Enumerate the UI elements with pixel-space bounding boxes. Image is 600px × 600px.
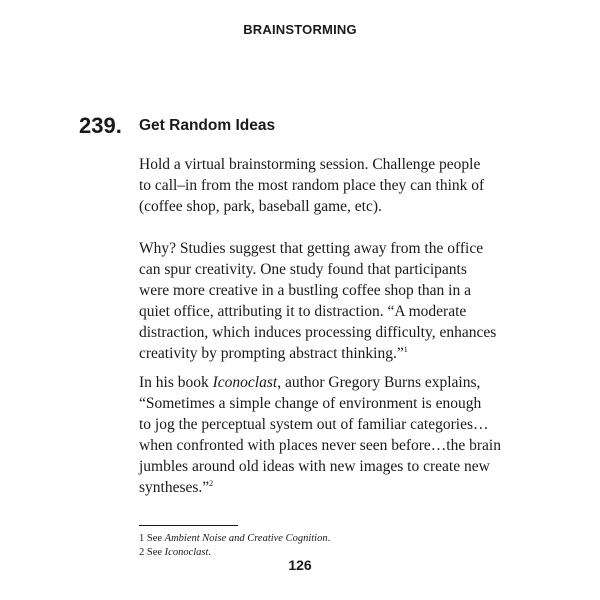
paragraph-line: can spur creativity. One study found that participants (139, 261, 467, 278)
paragraph-text: , author Gregory Burns explains, (277, 374, 481, 391)
footnote-marker: 1 See (139, 533, 165, 544)
running-head: BRAINSTORMING (243, 22, 357, 37)
paragraph-line: “Sometimes a simple change of environment is enough (139, 395, 482, 412)
paragraph-line: to call–in from the most random place they can think of (139, 177, 485, 194)
paragraph-text: syntheses.” (139, 479, 210, 496)
footnote-source: Ambient Noise and Creative Cognition (164, 533, 328, 544)
paragraph-line (139, 372, 539, 393)
paragraph-line (139, 343, 539, 364)
footnote-marker: 2 See (139, 547, 165, 558)
paragraph-2 (139, 238, 539, 364)
entry-title: Get Random Ideas (139, 117, 276, 134)
footnote-divider (139, 525, 238, 526)
paragraph-text: In his book (139, 374, 213, 391)
entry-number: 239. (79, 113, 122, 138)
paragraph-line: when confronted with places never seen before…the brain (139, 437, 501, 454)
paragraph-line: (coffee shop, park, baseball game, etc). (139, 198, 382, 215)
paragraph-line: Why? Studies suggest that getting away from the office (139, 240, 484, 257)
footnote-end: . (208, 547, 212, 558)
paragraph-line: quiet office, attributing it to distraction. “A moderate (139, 303, 467, 320)
paragraph-1 (139, 154, 539, 217)
paragraph-text: creativity by prompting abstract thinking.” (139, 345, 404, 362)
page-number: 126 (288, 557, 312, 573)
paragraph-line: distraction, which induces processing difficulty, enhances (139, 324, 497, 341)
footnote-1 (139, 533, 330, 544)
footnote-source: Iconoclast (164, 547, 209, 558)
paragraph-3 (139, 372, 539, 498)
book-title: Iconoclast (212, 374, 278, 391)
paragraph-line: to jog the perceptual system out of familiar categories… (139, 416, 489, 433)
paragraph-line: were more creative in a bustling coffee shop than in a (139, 282, 471, 299)
footnote-end: . (327, 533, 331, 544)
paragraph-line (139, 477, 539, 498)
footnote-ref-2: 2 (209, 479, 214, 488)
paragraph-line: Hold a virtual brainstorming session. Challenge people (139, 156, 481, 173)
footnote-ref-1: 1 (403, 345, 408, 354)
paragraph-line: jumbles around old ideas with new images to create new (139, 458, 490, 475)
